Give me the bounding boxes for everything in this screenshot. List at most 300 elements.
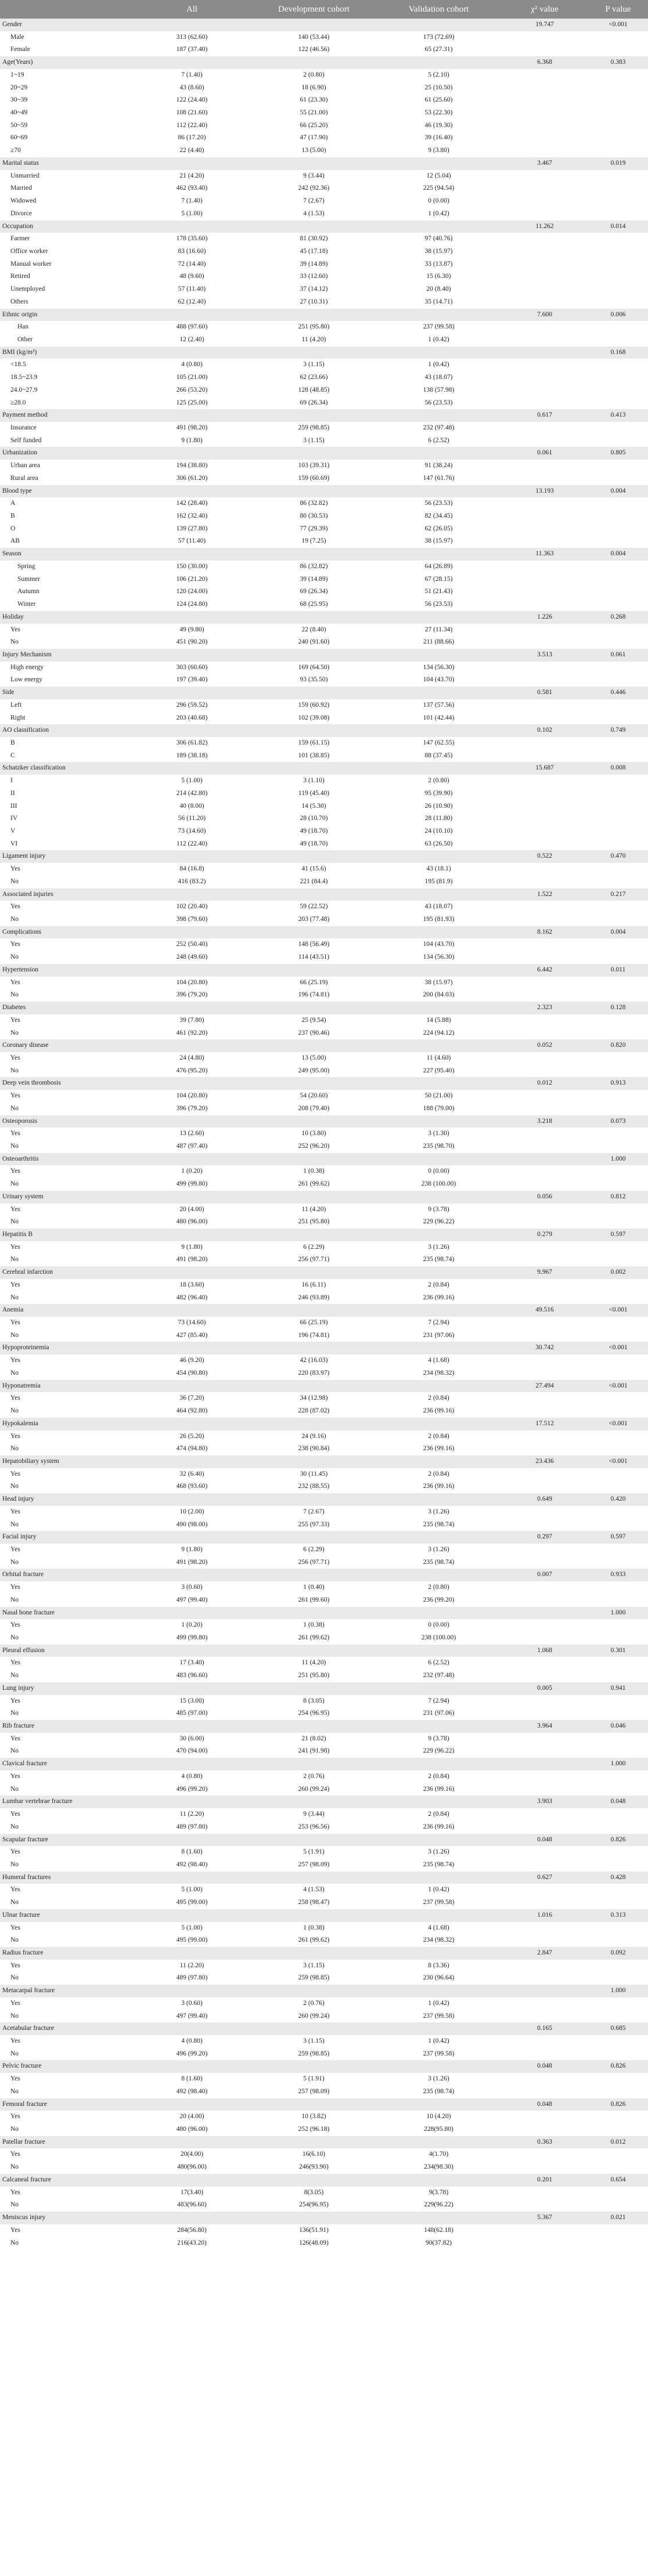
- cell-all: 490 (98.00): [176, 1520, 208, 1528]
- table-row: [0, 1670, 648, 1682]
- table-row: [0, 1405, 648, 1418]
- row-label: ≥28.0: [10, 399, 26, 406]
- cell-development: 18 (6.90): [301, 84, 326, 91]
- row-label: C: [10, 752, 15, 759]
- cell-chi-square: 0.102: [537, 727, 552, 734]
- cell-all: 5 (1.00): [181, 1886, 203, 1894]
- cell-development: 254(96.95): [299, 2201, 329, 2209]
- row-label: Yes: [10, 1016, 20, 1024]
- cell-development: 228 (87.02): [298, 1407, 330, 1415]
- cell-p-value: 1.000: [610, 1155, 626, 1162]
- cell-development: 47 (17.90): [300, 134, 328, 142]
- cell-all: 4 (0.80): [181, 1772, 203, 1780]
- cell-chi-square: 0.363: [537, 2138, 552, 2145]
- table-row: [0, 1745, 648, 1758]
- row-label: IV: [10, 815, 18, 822]
- table-section-row: [0, 485, 648, 498]
- row-label: Humeral fractures: [2, 1873, 51, 1881]
- cell-all: 464 (92.80): [176, 1407, 208, 1415]
- row-label: No: [10, 1710, 19, 1717]
- cell-all: 4 (0.80): [181, 2037, 203, 2044]
- cell-chi-square: 0.012: [537, 1079, 552, 1087]
- row-label: Yes: [10, 1811, 20, 1818]
- row-label: Unmarried: [10, 172, 39, 179]
- cell-validation: 12 (5.04): [426, 172, 451, 179]
- cell-development: 258 (98.47): [298, 1899, 330, 1906]
- cell-chi-square: 0.649: [537, 1495, 552, 1503]
- cell-development: 255 (97.33): [298, 1520, 330, 1528]
- row-label: Facial injury: [2, 1533, 37, 1541]
- row-label: Deep vein thrombosis: [2, 1079, 61, 1087]
- cell-all: 72 (14.40): [178, 260, 206, 268]
- cell-chi-square: 0.048: [537, 2062, 552, 2070]
- cell-p-value: 0.826: [610, 1836, 626, 1843]
- cell-validation: 2 (0.84): [428, 1470, 449, 1477]
- cell-p-value: 0.597: [610, 1231, 626, 1238]
- cell-p-value: 0.008: [610, 764, 626, 772]
- cell-validation: 1 (0.42): [428, 1886, 449, 1894]
- row-label: Yes: [10, 1432, 20, 1440]
- table-section-row: [0, 1985, 648, 1997]
- row-label: No: [10, 1596, 19, 1603]
- header-development-cohort: Development cohort: [278, 5, 350, 14]
- row-label: Urbanization: [2, 449, 38, 457]
- cell-development: 1 (0.38): [303, 1168, 325, 1175]
- table-row: [0, 397, 648, 410]
- cell-chi-square: 0.297: [537, 1533, 552, 1541]
- cell-validation: 43 (18.07): [424, 374, 453, 381]
- cell-all: 112 (22.40): [176, 121, 208, 129]
- table-section-row: [0, 1834, 648, 1847]
- table-row: [0, 699, 648, 712]
- row-label: Divorce: [10, 209, 33, 217]
- row-label: 24.0~27.9: [10, 386, 38, 393]
- cell-validation: 88 (37.45): [424, 752, 453, 759]
- cell-validation: 232 (97.48): [423, 1672, 455, 1679]
- cell-chi-square: 0.627: [537, 1873, 552, 1881]
- cell-development: 49 (18.70): [300, 840, 328, 847]
- cell-development: 126(48.09): [299, 2239, 329, 2246]
- table-row: [0, 1103, 648, 1115]
- table-section-row: [0, 1947, 648, 1960]
- row-label: Yes: [10, 1130, 20, 1137]
- cell-development: 259 (98.85): [298, 424, 330, 431]
- cell-all: 480 (96.00): [176, 2126, 208, 2133]
- cell-all: 11 (2.20): [179, 1961, 204, 1969]
- cell-chi-square: 0.279: [537, 1231, 552, 1238]
- cell-development: 33 (12.60): [300, 273, 328, 280]
- table-row: [0, 258, 648, 271]
- cell-development: 59 (22.52): [300, 903, 328, 911]
- row-label: No: [10, 1899, 19, 1906]
- cell-p-value: 0.428: [610, 1873, 626, 1881]
- cell-validation: 236 (99.20): [423, 1596, 455, 1603]
- table-row: [0, 1695, 648, 1708]
- table-row: [0, 384, 648, 397]
- table-row: [0, 1619, 648, 1632]
- row-label: VI: [10, 840, 18, 847]
- cell-p-value: 0.812: [610, 1193, 626, 1200]
- row-label: Holiday: [2, 613, 24, 620]
- cell-p-value: 0.012: [610, 2138, 626, 2145]
- cell-validation: 101 (42.44): [423, 714, 455, 721]
- table-section-row: [0, 1607, 648, 1620]
- table-row: [0, 1253, 648, 1266]
- row-label: No: [10, 1294, 19, 1301]
- table-row: [0, 208, 648, 221]
- cell-p-value: 0.826: [610, 2100, 626, 2108]
- table-section-row: [0, 1342, 648, 1354]
- table-section-row: [0, 1266, 648, 1279]
- row-label: Spring: [17, 562, 35, 570]
- row-label: Coronary disease: [2, 1042, 49, 1049]
- cell-development: 249 (95.00): [298, 1067, 330, 1074]
- row-label: No: [10, 916, 19, 923]
- row-label: 50~59: [10, 121, 28, 129]
- table-row: [0, 497, 648, 510]
- table-row: [0, 321, 648, 334]
- row-label: Right: [10, 714, 26, 721]
- cell-chi-square: 0.165: [537, 2025, 552, 2032]
- cell-all: 470 (94.00): [176, 1747, 208, 1755]
- row-label: No: [10, 1104, 19, 1112]
- cell-all: 125 (25.00): [176, 399, 208, 406]
- table-row: [0, 1922, 648, 1935]
- cell-all: 139 (27.80): [176, 525, 208, 532]
- cell-all: 491 (98.20): [176, 1558, 208, 1566]
- cell-all: 178 (35.60): [176, 235, 208, 243]
- cell-all: 491 (98.20): [176, 1256, 208, 1263]
- cell-validation: 14 (5.88): [426, 1016, 451, 1024]
- cell-validation: 1 (0.42): [428, 209, 449, 217]
- row-label: Diabetes: [2, 1004, 26, 1011]
- table-row: [0, 1430, 648, 1443]
- table-section-row: [0, 309, 648, 321]
- cell-validation: 50 (21.00): [424, 1092, 453, 1100]
- table-row: [0, 1707, 648, 1720]
- cell-validation: 237 (99.58): [423, 323, 455, 331]
- table-row: [0, 422, 648, 435]
- row-label: Hypoproteinemia: [2, 1344, 49, 1352]
- cell-validation: 0 (0.00): [428, 1168, 449, 1175]
- row-label: Lung injury: [2, 1684, 34, 1692]
- cell-validation: 38 (15.97): [424, 978, 453, 986]
- table-section-row: [0, 2136, 648, 2149]
- table-row: [0, 598, 648, 611]
- cell-development: 119 (45.40): [298, 789, 330, 797]
- cell-validation: 3 (1.26): [428, 1243, 449, 1251]
- table-row: [0, 938, 648, 951]
- cell-all: 26 (5.20): [179, 1432, 204, 1440]
- table-row: [0, 334, 648, 346]
- cell-p-value: 0.654: [610, 2176, 626, 2183]
- cell-development: 2 (0.76): [303, 1999, 325, 2007]
- row-label: No: [10, 1747, 19, 1755]
- cell-validation: 225 (94.54): [423, 185, 455, 192]
- row-label: Payment method: [2, 411, 48, 419]
- cell-validation: 2 (0.84): [428, 1432, 449, 1440]
- cell-all: 266 (53.20): [176, 386, 208, 393]
- cell-all: 454 (90.80): [176, 1369, 208, 1376]
- row-label: Side: [2, 689, 15, 696]
- cell-validation: 228(95.80): [424, 2126, 453, 2133]
- cell-development: 66 (25.19): [300, 978, 328, 986]
- cell-development: 169 (64.50): [298, 663, 330, 671]
- cell-development: 102 (39.08): [298, 714, 330, 721]
- cell-all: 11 (2.20): [179, 1811, 204, 1818]
- cell-p-value: 0.073: [610, 1117, 626, 1125]
- cell-p-value: 0.301: [610, 1646, 626, 1654]
- row-label: No: [10, 991, 19, 999]
- table-row: [0, 1821, 648, 1834]
- table-row: [0, 2035, 648, 2048]
- table-row: [0, 1128, 648, 1140]
- cell-all: 13 (2.60): [179, 1130, 204, 1137]
- table-section-row: [0, 1758, 648, 1771]
- cell-development: 1 (0.38): [303, 1924, 325, 1931]
- row-label: Patellar fracture: [2, 2138, 45, 2145]
- cell-all: 487 (97.40): [176, 1142, 208, 1150]
- row-label: Rib fracture: [2, 1722, 35, 1730]
- table-row: [0, 2161, 648, 2174]
- table-section-row: [0, 157, 648, 170]
- cell-all: 492 (98.40): [176, 1860, 208, 1868]
- cell-development: 4 (1.53): [303, 1886, 325, 1894]
- cell-development: 238 (90.84): [298, 1445, 330, 1453]
- cell-p-value: 0.014: [610, 222, 626, 230]
- cell-development: 256 (97.71): [298, 1558, 330, 1566]
- cell-development: 61 (23.30): [300, 96, 328, 104]
- row-label: No: [10, 1445, 19, 1453]
- cell-all: 48 (9.60): [179, 273, 204, 280]
- row-label: Blood type: [2, 487, 32, 494]
- row-label: Han: [17, 323, 29, 331]
- cell-development: 140 (53.44): [298, 33, 330, 41]
- cell-validation: 27 (11.34): [424, 626, 453, 633]
- table-row: [0, 1594, 648, 1607]
- cell-all: 83 (16.60): [178, 247, 206, 255]
- cell-development: 261 (99.62): [298, 1180, 330, 1188]
- table-section-row: [0, 221, 648, 233]
- cell-p-value: 0.048: [610, 1798, 626, 1805]
- table-row: [0, 1846, 648, 1859]
- table-section-row: [0, 1682, 648, 1695]
- cell-validation: 90(37.82): [425, 2239, 452, 2246]
- cell-chi-square: 0.048: [537, 1836, 552, 1843]
- cell-validation: 39 (16.40): [424, 134, 453, 142]
- cell-all: 12 (2.40): [179, 335, 204, 343]
- cell-validation: 104 (43.70): [423, 941, 455, 948]
- cell-chi-square: 23.436: [535, 1457, 554, 1465]
- table-section-row: [0, 1720, 648, 1733]
- cell-validation: 236 (99.16): [423, 1785, 455, 1793]
- cell-development: 3 (1.10): [303, 777, 325, 785]
- cell-validation: 231 (97.06): [423, 1331, 455, 1339]
- cell-p-value: 0.092: [610, 1949, 626, 1956]
- cell-chi-square: [501, 1153, 588, 1166]
- row-label: Yes: [10, 1735, 20, 1742]
- cell-all: 120 (24.00): [176, 588, 208, 595]
- cell-validation: 236 (99.16): [423, 1445, 455, 1453]
- cell-all: 5 (1.00): [181, 777, 203, 785]
- cell-all: 7 (1.40): [181, 71, 203, 78]
- cell-validation: 173 (72.69): [423, 33, 455, 41]
- cell-all: 488 (97.60): [176, 323, 208, 331]
- row-label: Yes: [10, 1584, 20, 1591]
- row-label: Yes: [10, 1961, 20, 1969]
- cell-development: 260 (99.24): [298, 1785, 330, 1793]
- table-row: [0, 435, 648, 447]
- cell-chi-square: 0.056: [537, 1193, 552, 1200]
- table-section-row: [0, 1002, 648, 1014]
- row-label: Yes: [10, 1545, 20, 1553]
- row-label: Orbital fracture: [2, 1571, 44, 1578]
- row-label: Ulnar fracture: [2, 1911, 40, 1919]
- table-row: [0, 69, 648, 82]
- cell-all: 296 (59.52): [176, 701, 208, 709]
- cell-all: 495 (99.00): [176, 1936, 208, 1944]
- table-row: [0, 2111, 648, 2123]
- row-label: Scapular fracture: [2, 1836, 48, 1843]
- table-row: [0, 359, 648, 371]
- cell-chi-square: 1.522: [537, 890, 552, 898]
- cell-p-value: 0.420: [610, 1495, 626, 1503]
- table-row: [0, 586, 648, 598]
- cell-validation: 62 (26.05): [424, 525, 453, 532]
- cell-development: 159 (60.92): [298, 701, 330, 709]
- table-row: [0, 1783, 648, 1796]
- cell-development: 114 (43.51): [298, 953, 330, 961]
- row-label: <18.5: [10, 361, 26, 368]
- cell-validation: 236 (99.16): [423, 1407, 455, 1415]
- cell-validation: 236 (99.16): [423, 1823, 455, 1830]
- table-section-row: [0, 548, 648, 561]
- cell-validation: 235 (98.74): [423, 1860, 455, 1868]
- cell-validation: 236 (99.16): [423, 1294, 455, 1301]
- cell-all: 20(4.00): [180, 2151, 204, 2158]
- cell-development: 5 (1.91): [303, 2075, 325, 2083]
- cell-validation: 9(3.78): [429, 2188, 449, 2196]
- cell-validation: 95 (39.90): [424, 789, 453, 797]
- cell-development: 3 (1.15): [303, 2037, 325, 2044]
- cell-validation: 2 (0.80): [428, 777, 449, 785]
- row-label: Other: [17, 335, 33, 343]
- cell-validation: 91 (38.24): [424, 462, 453, 469]
- cell-validation: 137 (57.56): [423, 701, 455, 709]
- table-row: [0, 1771, 648, 1783]
- table-row: [0, 460, 648, 472]
- row-label: 40~49: [10, 109, 28, 117]
- cell-validation: 7 (2.94): [428, 1697, 449, 1704]
- table-row: [0, 573, 648, 586]
- cell-all: 492 (98.40): [176, 2087, 208, 2095]
- row-label: Radius fracture: [2, 1949, 44, 1956]
- table-row: [0, 2187, 648, 2199]
- row-label: Urinary system: [2, 1193, 44, 1200]
- table-row: [0, 2224, 648, 2237]
- cell-p-value: 0.826: [610, 2062, 626, 2070]
- cell-validation: 3 (1.26): [428, 1545, 449, 1553]
- cell-validation: 0 (0.00): [428, 197, 449, 205]
- row-label: Retired: [10, 273, 30, 280]
- cell-validation: 35 (14.71): [424, 298, 453, 305]
- cell-validation: 9 (3.80): [428, 147, 449, 154]
- cell-all: 451 (90.20): [176, 638, 208, 646]
- cell-validation: 134 (56.30): [423, 953, 455, 961]
- cell-validation: 235 (98.70): [423, 1142, 455, 1150]
- row-label: Manual worker: [10, 260, 52, 268]
- cell-p-value: 0.002: [610, 1269, 626, 1276]
- row-label: High energy: [10, 663, 44, 671]
- cell-validation: 38 (15.97): [424, 537, 453, 545]
- row-label: V: [10, 828, 16, 834]
- cell-p-value: 0.021: [610, 2214, 626, 2221]
- cell-validation: 235 (98.74): [423, 2087, 455, 2095]
- cell-p-value: <0.001: [609, 1419, 628, 1427]
- row-label: Yes: [10, 1243, 20, 1251]
- cell-development: 24 (9.16): [301, 1432, 326, 1440]
- cell-p-value: 0.446: [610, 689, 626, 696]
- table-row: [0, 245, 648, 258]
- table-row: [0, 800, 648, 813]
- cell-all: 18 (3.60): [179, 1281, 204, 1288]
- row-label: No: [10, 1860, 19, 1868]
- cell-development: 3 (1.15): [303, 361, 325, 368]
- row-label: Meniscus injury: [2, 2214, 46, 2221]
- header-p-value: P value: [605, 5, 631, 14]
- cell-all: 57 (11.40): [178, 286, 206, 293]
- cell-chi-square: 3.513: [537, 651, 552, 658]
- row-label: Yes: [10, 1054, 20, 1061]
- cell-all: 489 (97.80): [176, 1974, 208, 1982]
- row-label: Schatzker classification: [2, 764, 66, 772]
- cell-p-value: 0.046: [610, 1722, 626, 1730]
- table-row: [0, 2048, 648, 2061]
- cell-validation: 9 (3.78): [428, 1205, 449, 1213]
- row-label: Farmer: [10, 235, 30, 243]
- row-label: Yes: [10, 2151, 20, 2158]
- table-row: [0, 1216, 648, 1229]
- cell-validation: 64 (26.89): [424, 562, 453, 570]
- table-section-row: [0, 888, 648, 901]
- cell-development: 2 (0.80): [303, 71, 325, 78]
- table-section-row: [0, 1153, 648, 1166]
- cell-validation: 38 (15.97): [424, 247, 453, 255]
- cell-development: 241 (91.98): [298, 1747, 330, 1755]
- cell-development: 257 (98.09): [298, 2087, 330, 2095]
- table-row: [0, 1443, 648, 1455]
- cell-development: 246(93.90): [299, 2163, 329, 2171]
- table-section-row: [0, 1455, 648, 1468]
- table-row: [0, 1480, 648, 1493]
- cell-validation: 4 (1.68): [428, 1357, 449, 1364]
- row-label: Office worker: [10, 247, 48, 255]
- cell-validation: 7 (2.94): [428, 1319, 449, 1327]
- cell-p-value: 0.913: [610, 1079, 626, 1087]
- cell-development: 39 (14.89): [300, 260, 328, 268]
- cell-all: 306 (61.82): [176, 739, 208, 746]
- cell-all: 40 (8.00): [179, 802, 204, 810]
- cell-all: 1 (0.20): [181, 1168, 203, 1175]
- table-row: [0, 523, 648, 536]
- cell-validation: 6 (2.52): [428, 1659, 449, 1667]
- row-label: No: [10, 1634, 19, 1641]
- cell-development: 39 (14.89): [300, 575, 328, 583]
- cell-all: 5 (1.00): [181, 209, 203, 217]
- cell-validation: 10 (4.20): [426, 2113, 451, 2120]
- cell-development: 254 (96.95): [298, 1710, 330, 1717]
- cell-validation: 82 (34.45): [424, 512, 453, 520]
